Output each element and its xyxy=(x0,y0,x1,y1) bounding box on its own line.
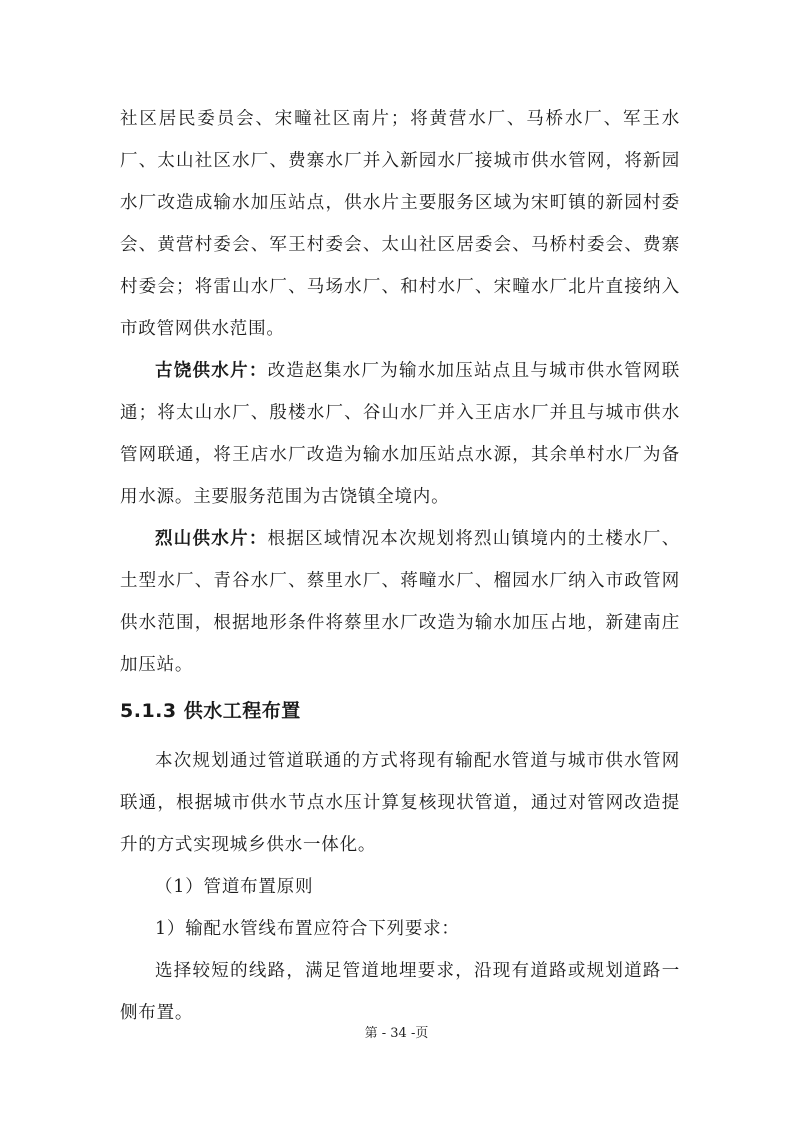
section-heading: 5.1.3 供水工程布置 xyxy=(120,700,301,722)
lieshan-lead: 烈山供水片： xyxy=(155,529,268,549)
page-number: 第 - 34 -页 xyxy=(364,1026,429,1041)
paragraph-route: 选择较短的线路，满足管道地埋要求，沿现有道路或规划道路一侧布置。 xyxy=(120,961,680,1023)
paragraph-plan: 本次规划通过管道联通的方式将现有输配水管道与城市供水管网联通，根据城市供水节点水压计算复核现状管道，通过对管网改造提升的方式实现城乡供水一体化。 xyxy=(120,751,680,855)
lieshan-text: 根据区域情况本次规划将烈山镇境内的土楼水厂、土型水厂、青谷水厂、蔡里水厂、蒋疃水厂、榴园水厂纳入市政管网供水范围，根据地形条件将蔡里水厂改造为输水加压占地，新建南庄加压站。 xyxy=(120,529,680,675)
page-content xyxy=(120,98,680,1034)
paragraph-guyao xyxy=(120,350,680,518)
guyao-text: 改造赵集水厂为输水加压站点且与城市供水管网联通；将太山水厂、殷楼水厂、谷山水厂并入王店水厂并且与城市供水管网联通，将王店水厂改造为输水加压站点水源，其余单村水厂为备用水源。主要服务范围为古饶镇全境内。 xyxy=(120,361,680,507)
guyao-lead: 古饶供水片： xyxy=(155,361,268,381)
paragraph-continuation: 社区居民委员会、宋疃社区南片；将黄营水厂、马桥水厂、军王水厂、太山社区水厂、费寨水厂并入新园水厂接城市供水管网，将新园水厂改造成输水加压站点，供水片主要服务区域为宋町镇的新园村委会、黄营村委会、军王村委会、太山社区居委会、马桥村委会、费寨村委会；将雷山水厂、马场水厂、和村水厂、宋疃水厂北片直接纳入市政管网供水范围。 xyxy=(120,109,680,339)
list-item-principle: （1）管道布置原则 xyxy=(155,877,314,897)
list-item-requirement: 1）输配水管线布置应符合下列要求： xyxy=(155,919,460,939)
paragraph-lieshan xyxy=(120,518,680,686)
